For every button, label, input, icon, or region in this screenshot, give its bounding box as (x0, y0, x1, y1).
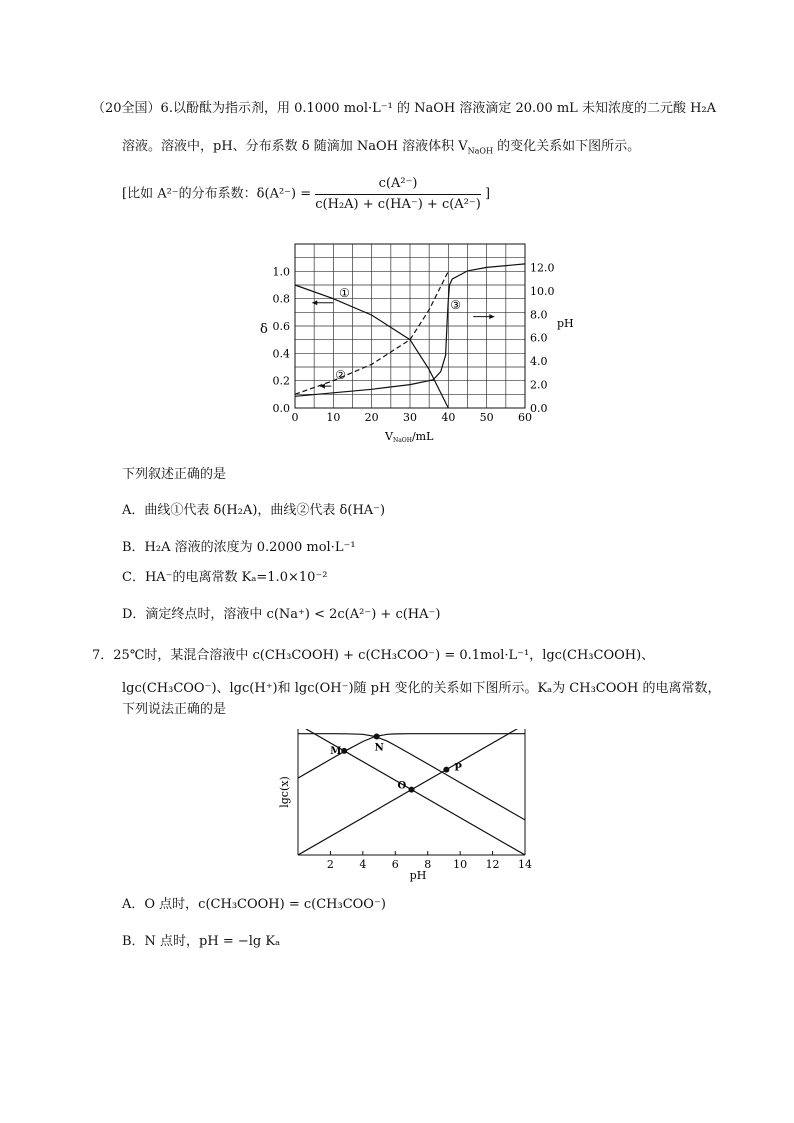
y-axis-label: δ (260, 321, 268, 337)
q6-line2-text: 溶液。溶液中，pH、分布系数 δ 随滴加 NaOH 溶液体积 V (122, 139, 468, 154)
x-tick-label: 6 (391, 858, 399, 871)
point-o (409, 787, 415, 793)
x-axis-label: VNaOH/mL (385, 430, 434, 444)
q6-option-c: C．HA⁻的电离常数 Kₐ=1.0×10⁻² (122, 570, 328, 585)
point-p (443, 767, 449, 773)
x-tick-label: 40 (441, 411, 456, 424)
point-label-n: N (374, 742, 384, 754)
y-tick-label: 0.0 (272, 402, 290, 415)
q6-line2-end: 的变化关系如下图所示。 (492, 139, 641, 154)
y2-tick-label: 10.0 (530, 284, 555, 298)
y-tick-label: 0.4 (272, 347, 290, 361)
x-tick-label: 0 (291, 411, 299, 424)
q6-option-a: A．曲线①代表 δ(H₂A)，曲线②代表 δ(HA⁻) (122, 503, 386, 518)
q7-option-a: A．O 点时，c(CH₃COOH) = c(CH₃COO⁻) (122, 897, 386, 912)
q6-line2 (122, 139, 640, 156)
x-axis-label: pH (409, 869, 427, 882)
x-tick-label: 12 (485, 858, 500, 871)
y-tick-label: 0.6 (272, 320, 290, 333)
q6-formula-fraction (315, 176, 481, 212)
q6-option-b: B．H₂A 溶液的浓度为 0.2000 mol·L⁻¹ (122, 540, 356, 555)
q6-prompt: 下列叙述正确的是 (122, 467, 227, 482)
point-n (374, 733, 380, 739)
q6-formula (122, 176, 490, 212)
y2-tick-label: 4.0 (530, 355, 548, 369)
y2-axis-label: pH (557, 317, 574, 331)
q6-formula-prefix: [比如 A²⁻的分布系数：δ(A²⁻) = (122, 186, 316, 202)
q6-option-d: D．滴定终点时，溶液中 c(Na⁺) < 2c(A²⁻) + c(HA⁻) (122, 607, 441, 622)
point-label-m: M (330, 745, 342, 757)
arrow-curve-3-head (489, 314, 494, 319)
x-tick-label: 30 (403, 411, 417, 424)
q6-line1: （20全国）6.以酚酞为指示剂，用 0.1000 mol·L⁻¹ 的 NaOH 溶液滴定 20.00 mL 未知浓度的二元酸 H₂A (92, 101, 717, 116)
q7-option-b: B．N 点时，pH = −lg Kₐ (122, 934, 281, 949)
q6-formula-end: ] (484, 186, 491, 202)
y2-tick-label: 2.0 (530, 378, 548, 392)
x-tick-label: 10 (326, 411, 341, 424)
arrow-curve-2-head (320, 384, 325, 389)
y2-tick-label: 6.0 (530, 331, 548, 345)
q6-formula-denominator: c(H₂A) + c(HA⁻) + c(A²⁻) (315, 196, 481, 212)
y2-tick-label: 0.0 (530, 402, 548, 415)
x-tick-label: 4 (359, 858, 367, 871)
x-tick-label: 8 (424, 858, 432, 871)
point-m (341, 748, 347, 754)
q6-line2-sub: NaOH (467, 146, 493, 156)
y-tick-label: 0.2 (272, 374, 290, 388)
lgc-ph-chart (270, 715, 550, 885)
x-tick-label: 14 (518, 858, 532, 871)
x-tick-label: 50 (479, 411, 494, 424)
point-label-o: O (397, 780, 407, 792)
x-axis-label-unit: /mL (411, 430, 434, 443)
titration-chart (255, 238, 575, 448)
q7-line3: 下列说法正确的是 (122, 702, 227, 717)
arrow-curve-1-head (312, 300, 317, 305)
y-axis-label: lgc(x) (278, 776, 291, 808)
point-label-p: P (454, 762, 462, 774)
x-axis-label-sub: NaOH (392, 437, 412, 444)
x-tick-label: 10 (453, 858, 468, 871)
q7-line2: lgc(CH₃COO⁻)、lgc(H⁺)和 lgc(OH⁻)随 pH 变化的关系如下图所示。Kₐ为 CH₃COOH 的电离常数， (122, 681, 721, 696)
y-tick-label: 1.0 (272, 265, 290, 279)
q7-line1: 7．25℃时，某混合溶液中 c(CH₃COOH) + c(CH₃COO⁻) = 0.1mol·L⁻¹，lgc(CH₃COOH)、 (92, 648, 655, 663)
q6-formula-numerator: c(A²⁻) (315, 176, 481, 195)
y2-tick-label: 12.0 (530, 261, 555, 275)
y2-tick-label: 8.0 (530, 308, 548, 322)
x-tick-label: 20 (364, 411, 379, 424)
label-curve-2: ② (335, 368, 347, 383)
x-tick-label: 2 (326, 858, 334, 871)
label-curve-1: ① (339, 286, 350, 301)
label-curve-3: ③ (450, 297, 462, 312)
x-tick-label: 60 (518, 411, 532, 424)
y-tick-label: 0.8 (272, 292, 290, 306)
